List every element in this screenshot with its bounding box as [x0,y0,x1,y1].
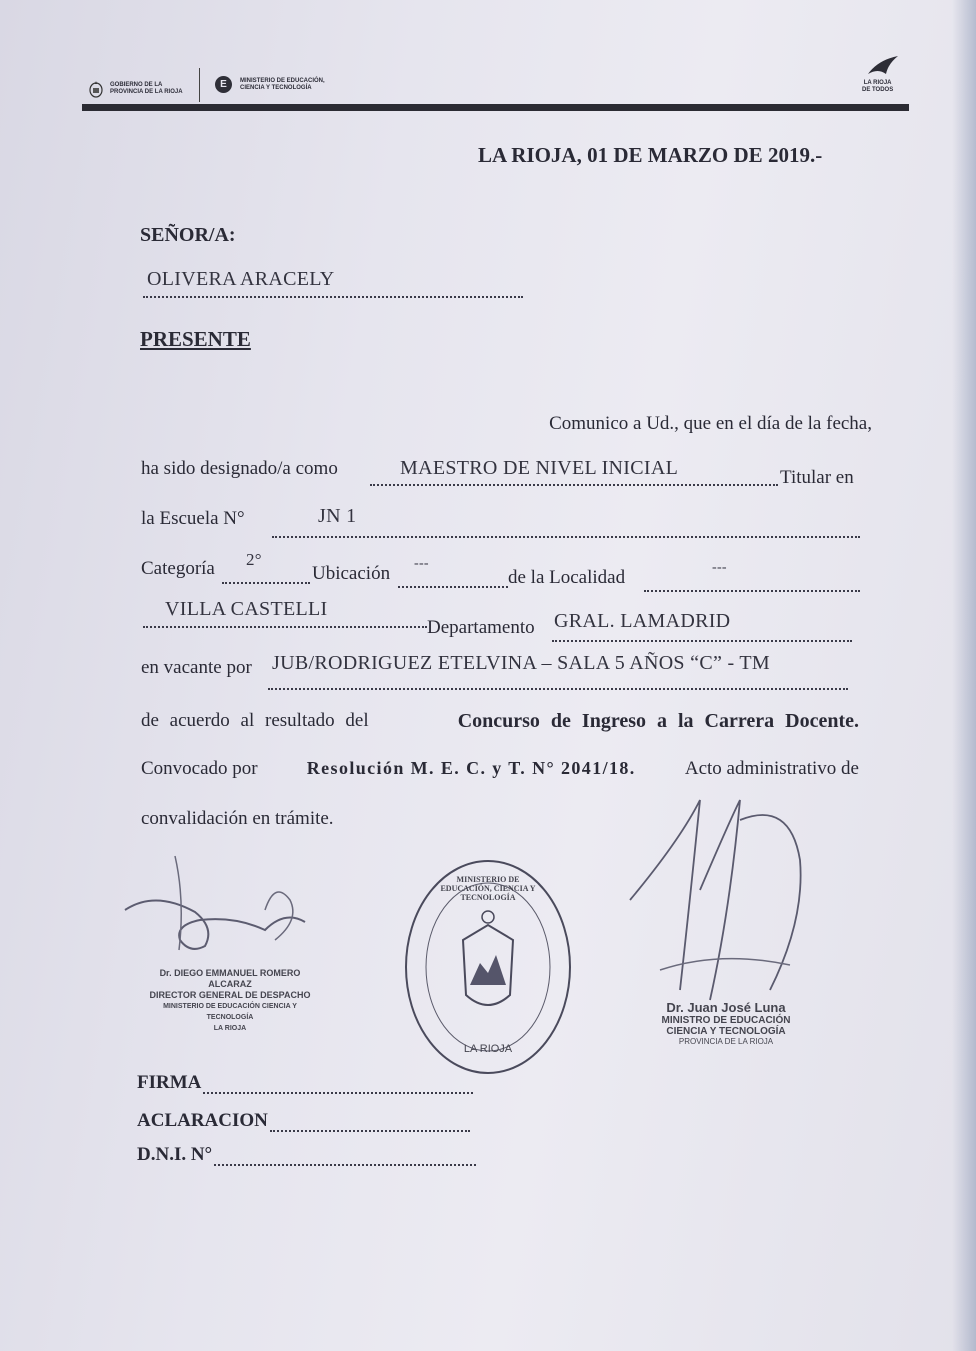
left-signer-place: LA RIOJA [213,1025,247,1032]
presente-heading: PRESENTE [140,327,251,351]
salutation: SEÑOR/A: [140,224,236,246]
town-line [143,598,427,628]
recipient-name: OLIVERA ARACELY [147,268,335,290]
vacancy-label: en vacante por [141,657,252,678]
firma-label: FIRMA [137,1072,202,1093]
designated-label: ha sido designado/a como [141,458,338,479]
right-signature [620,780,820,1010]
aclaracion-label: ACLARACION [137,1110,268,1131]
resolution-line [141,758,859,780]
validation-text: convalidación en trámite. [141,808,334,829]
department-line [552,610,852,642]
right-signer-title2: CIENCIA Y TECNOLOGÍA [666,1026,786,1037]
gov-line1: GOBIERNO DE LA [110,82,163,88]
vacancy-line [268,652,848,690]
dni-line [214,1146,476,1166]
titular-label: Titular en [780,467,854,488]
left-signer-title: DIRECTOR GENERAL DE DESPACHO [149,990,311,1000]
category-label: Categoría [141,558,215,579]
seal-text: MINISTERIO DE EDUCACIÓN, CIENCIA Y TECNOLOGÍA [440,875,536,902]
vacancy-value: JUB/RODRIGUEZ ETELVINA – SALA 5 AÑOS “C” - TM [272,652,770,674]
dni-field [137,1144,476,1166]
header-rule [82,104,909,111]
right-signer-name: Dr. Juan José Luna [666,1000,786,1015]
town-value: VILLA CASTELLI [165,598,328,620]
school-line [272,505,860,538]
category-line [222,550,310,584]
location-label: Ubicación [312,563,391,584]
left-signer-name: Dr. DIEGO EMMANUEL ROMERO ALCARAZ [159,968,301,989]
dni-label: D.N.I. N° [137,1144,213,1165]
province-crest-icon [88,80,104,98]
ministry-logo-icon: E [215,76,232,93]
brand-bird-icon [866,54,902,78]
aclaracion-line [270,1112,470,1132]
position-value: MAESTRO DE NIVEL INICIAL [400,457,679,479]
brand-line1: LA RIOJA [863,80,892,86]
letter-date: LA RIOJA, 01 DE MARZO DE 2019.- [478,143,823,167]
left-signer-org: MINISTERIO DE EDUCACIÓN CIENCIA Y TECNOLOGÍA [163,1003,297,1021]
right-signer-place: PROVINCIA DE LA RIOJA [678,1037,774,1046]
department-label: Departamento [427,617,535,638]
aclaracion-field [137,1110,470,1132]
act-text: Acto administrativo de [684,758,859,779]
paper-edge [952,0,976,1351]
recipient-line [143,268,523,298]
contest-name: Concurso de Ingreso a la Carrera Docente. [457,710,859,732]
contest-line [141,710,859,733]
header-divider [199,68,200,102]
location-value: --- [414,556,429,571]
left-signature [115,850,325,960]
seal-bottom-text: LA RIOJA [463,1043,513,1055]
gov-line2: PROVINCIA DE LA RIOJA [110,89,183,95]
intro-text: Comunico a Ud., que en el día de la fecha, [549,413,872,434]
school-label: la Escuela N° [141,508,245,529]
right-signer-title1: MINISTRO DE EDUCACIÓN [661,1015,791,1026]
official-seal [398,855,578,1080]
ministry-line1: MINISTERIO DE EDUCACIÓN, [240,78,325,84]
category-value: 2° [246,550,262,569]
locality-label: de la Localidad [508,567,626,588]
ministry-line2: CIENCIA Y TECNOLOGÍA [240,85,312,91]
firma-field [137,1072,473,1094]
location-line [398,556,508,588]
brand-line2: DE TODOS [862,87,894,93]
locality-value: --- [712,560,727,575]
contest-prefix: de acuerdo al resultado del [141,710,369,731]
firma-line [203,1074,473,1094]
department-value: GRAL. LAMADRID [554,610,731,632]
position-line [370,457,778,486]
locality-line [644,560,860,592]
school-value: JN 1 [318,505,357,527]
convoked-prefix: Convocado por [141,758,258,779]
resolution-number: Resolución M. E. C. y T. N° 2041/18. [306,758,636,778]
